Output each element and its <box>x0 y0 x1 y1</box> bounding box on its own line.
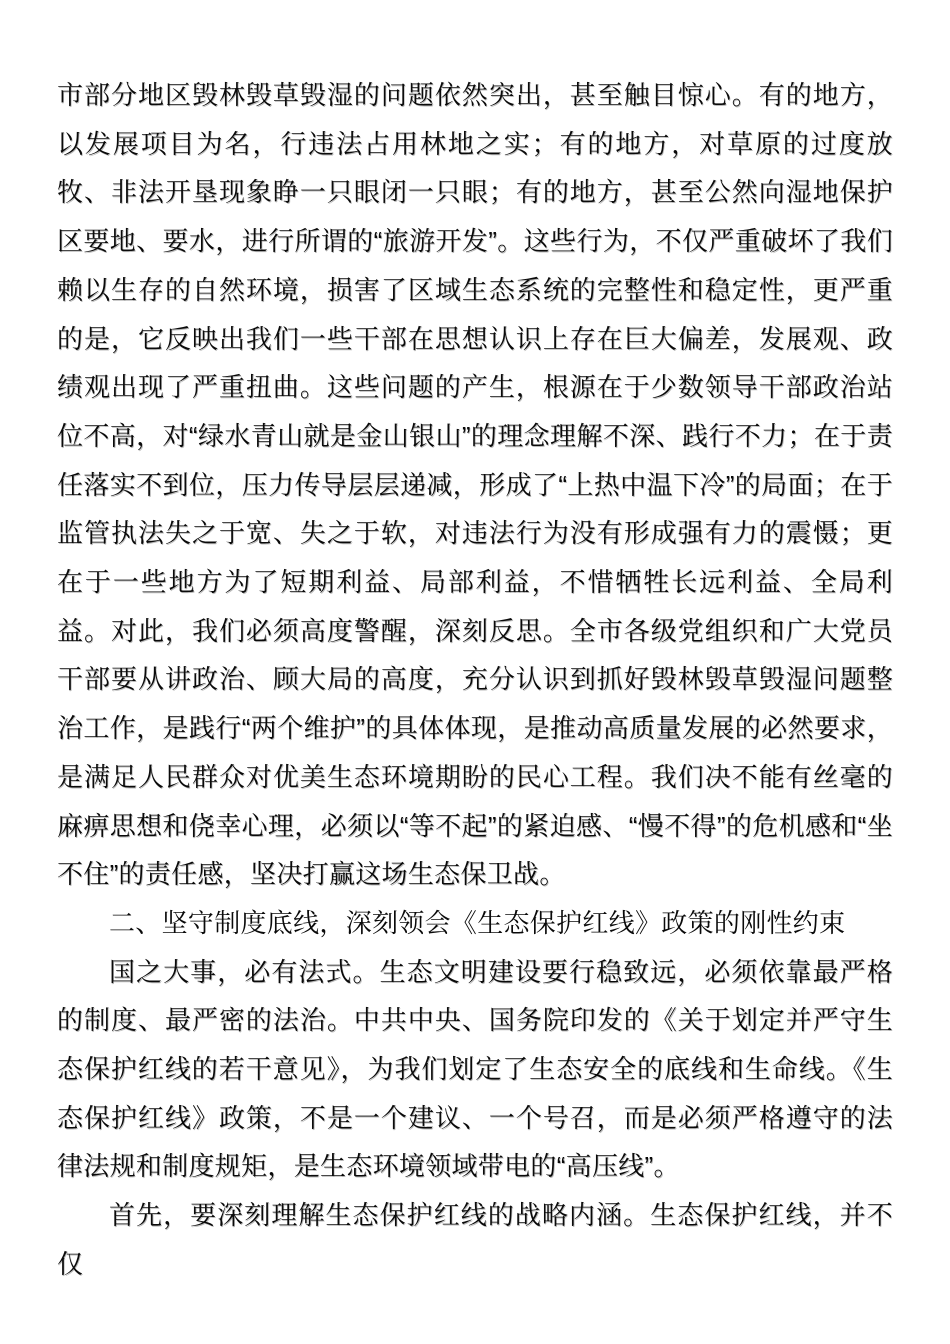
body-paragraph: 市部分地区毁林毁草毁湿的问题依然突出，甚至触目惊心。有的地方，以发展项目为名，行违法占用林地之实；有的地方，对草原的过度放牧、非法开垦现象睁一只眼闭一只眼；有的地方，甚至公然向湿地保护区要地、要水，进行所谓的“旅游开发”。这些行为，不仅严重破坏了我们赖以生存的自然环境，损害了区域生态系统的完整性和稳定性，更严重的是，它反映出我们一些干部在思想认识上存在巨大偏差，发展观、政绩观出现了严重扭曲。这些问题的产生，根源在于少数领导干部政治站位不高，对“绿水青山就是金山银山”的理念理解不深、践行不力；在于责任落实不到位，压力传导层层递减，形成了“上热中温下冷”的局面；在于监管执法失之于宽、失之于软，对违法行为没有形成强有力的震慑；更在于一些地方为了短期利益、局部利益，不惜牺牲长远利益、全局利益。对此，我们必须高度警醒，深刻反思。全市各级党组织和广大党员干部要从讲政治、顾大局的高度，充分认识到抓好毁林毁草毁湿问题整治工作，是践行“两个维护”的具体体现，是推动高质量发展的必然要求，是满足人民群众对优美生态环境期盼的民心工程。我们决不能有丝毫的麻痹思想和侥幸心理，必须以“等不起”的紧迫感、“慢不得”的危机感和“坐不住”的责任感，坚决打赢这场生态保卫战。 <box>57 80 893 890</box>
body-paragraph: 国之大事，必有法式。生态文明建设要行稳致远，必须依靠最严格的制度、最严密的法治。中共中央、国务院印发的《关于划定并严守生态保护红线的若干意见》，为我们划定了生态安全的底线和生命线。《生态保护红线》政策，不是一个建议、一个号召，而是必须严格遵守的法律法规和制度规矩，是生态环境领域带电的“高压线”。 <box>57 956 893 1182</box>
section-heading: 二、坚守制度底线，深刻领会《生态保护红线》政策的刚性约束 <box>109 907 846 938</box>
body-paragraph: 首先，要深刻理解生态保护红线的战略内涵。生态保护红线，并不仅 <box>57 1200 893 1279</box>
document-content <box>57 71 893 1289</box>
